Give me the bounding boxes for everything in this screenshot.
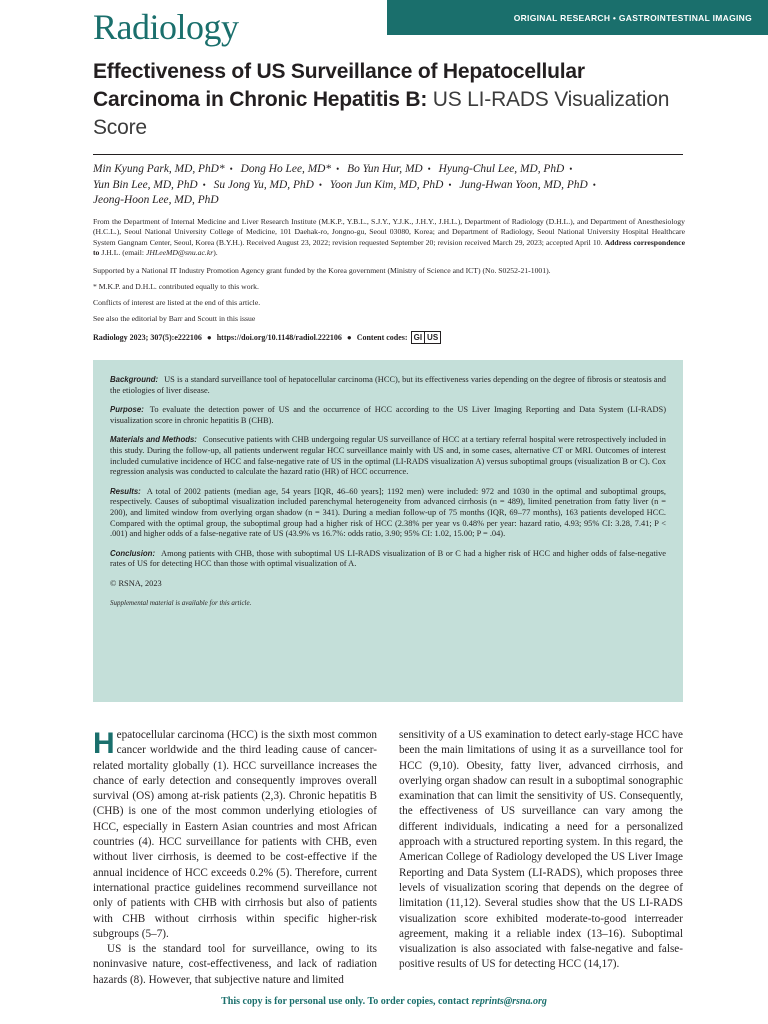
section-banner [387, 0, 768, 35]
conflicts-note: Conflicts of interest are listed at the end of this article. [93, 298, 261, 307]
author: Dong Ho Lee, MD* [240, 163, 332, 175]
page-footer: This copy is for personal use only. To order copies, contact reprints@rsna.org [221, 996, 547, 1007]
title-subtitle: US LI-RADS Visualization Score [93, 88, 670, 139]
body-column-left [93, 728, 377, 988]
equal-contribution-note: * M.K.P. and D.H.L. contributed equally to this work. [93, 282, 259, 291]
body-paragraph: Hepatocellular carcinoma (HCC) is the sixth most common cancer worldwide and the third leading cause of cancer-related mortality globally (1). HCC surveillance increases the chance of early detection and consequently improves overall survival (OS) among at-risk patients (2,3). Chronic hepatitis B (CHB) is one of the most common underlying etiologies of HCC, especially in Eastern Asian countries and most African countries (4). HCC surveillance for patients with CHB, even without liver cirrhosis, is deemed to be cost-effective if the annual incidence of HCC exceeds 0.2% (5). Therefore, current international practice guidelines recommend surveillance not only of patients with CHB with cirrhosis but also of patients with CHB without cirrhosis within specific higher-risk subgroups (5–7). [93, 727, 377, 940]
citation-ref: Radiology 2023; 307(5):e222106 [93, 333, 202, 342]
abstract-copyright: © RSNA, 2023 [110, 578, 162, 588]
citation-line: Radiology 2023; 307(5):e222106 ● https://doi.org/10.1148/radiol.222106 ● Content codes: GI US [93, 331, 685, 344]
author: Min Kyung Park, MD, PhD* [93, 163, 225, 175]
abstract-background: Background: US is a standard surveillance tool of hepatocellular carcinoma (HCC), but its effectiveness varies depending on the degree of fibrosis or steatosis and the etiologies of liver disease. [110, 375, 666, 395]
abstract-conclusion: Conclusion: Among patients with CHB, those with suboptimal US LI-RADS visualization of B or C had a higher risk of HCC and higher odds of false-negative rates of US for detecting HCC than those with optimal visualization of A. [110, 548, 666, 569]
supplemental-note: Supplemental material is available for this article. [110, 598, 252, 607]
author: Jung-Hwan Yoon, MD, PhD [459, 178, 588, 191]
correspondence-email[interactable]: JHLeeMD@snu.ac.kr [145, 247, 214, 257]
author: Bo Yun Hur, MD [347, 163, 423, 175]
author: Yoon Jun Kim, MD, PhD [329, 178, 444, 191]
reprints-email-link[interactable]: reprints@rsna.org [471, 996, 547, 1007]
author-list: Min Kyung Park, MD, PhD* • Dong Ho Lee, MD* • Bo Yun Hur, MD • Hyung-Chul Lee, MD, PhD • Yun Bin Lee, MD, PhD • Su Jong Yu, MD, PhD • Yoon Jun Kim, MD, PhD • Jung-Hwan Yoon, MD, PhD • Jeong-Hoon Lee, MD, PhD [93, 163, 596, 206]
correspondence-label: Address correspondence to [93, 237, 685, 257]
author: Yun Bin Lee, MD, PhD [93, 178, 198, 191]
body-paragraph: sensitivity of a US examination to detect early-stage HCC have been the main limitations of using it as a surveillance tool for HCC (9,10). Obesity, fatty liver, advanced cirrhosis, and overlying organ shadow can result in a suboptimal sonographic examination that can limit the sensitivity of US. Consequently, the effectiveness of US surveillance can vary among the different individuals, indicating a need for a personalized approach with a structured reporting system. In this regard, the American College of Radiology developed the US Liver Image Reporting and Data System (LI-RADS), which proposes three levels of visualization scoring that depends on the degree of limitation (11,12). Several studies show that the US LI-RADS visualization score exhibited moderate-to-good interreader agreement, making it a reliable index (13–16). Suboptimal visualization is also associated with false-negative and false-positive results of US for detecting HCC (14,17). [399, 729, 683, 971]
title-main: Effectiveness of US Surveillance of Hepatocellular Carcinoma in Chronic Hepatitis B: [93, 60, 585, 111]
section-label: ORIGINAL RESEARCH • GASTROINTESTINAL IMAGING [513, 12, 752, 23]
content-codes-label: Content codes: [356, 333, 408, 342]
abstract-box [93, 360, 683, 702]
body-paragraph: US is the standard tool for surveillance, owing to its noninvasive nature, cost-effectiveness, and lack of radiation hazards (8). However, that subjective nature and limited [93, 943, 377, 986]
editorial-note: See also the editorial by Barr and Scoutt in this issue [93, 314, 256, 323]
author: Su Jong Yu, MD, PhD [213, 178, 314, 191]
content-code-badge: GI [411, 331, 425, 344]
abstract-purpose: Purpose: To evaluate the detection power of US and the occurrence of HCC according to the US Liver Imaging Reporting and Data System (LI-RADS) visualization score in chronic hepatitis B (CHB). [110, 405, 666, 425]
journal-logo: Radiology [93, 7, 239, 47]
author: Jeong-Hoon Lee, MD, PhD [93, 194, 219, 206]
abstract-methods: Materials and Methods: Consecutive patients with CHB undergoing regular US surveillance of HCC at a tertiary referral hospital were retrospectively included in this study. During the follow-up, all patients underwent regular HCC surveillance mainly with US and, in some cases, alternative CT or MRI. Outcomes of interest included cumulative incidence of HCC and false-negative rate of US in the optimal (LI-RADS visualization A) versus suboptimal groups (visualization B or C). Cox regression analysis was conducted to calculate the hazard ratio (HR) of HCC occurrence. [110, 435, 666, 477]
affiliation: From the Department of Internal Medicine and Liver Research Institute (M.K.P., Y.B.L., S.J.Y., Y.J.K., J.H.Y., J.H.L.), Department of Radiology (D.H.L.), and Department of Anesthesiology (H.C.L.), Seoul National University College of Medicine, 101 Daehak-ro, Jongno-gu, Seoul 03080, Korea; and Department of Radiology, Seoul National University Hospital Healthcare System Gangnam Center, Seoul, Korea (B.Y.H.). Received August 23, 2022; revision requested September 20; revision received March 29, 2023; accepted April 10. Address correspondence to J.H.L. (email: JHLeeMD@snu.ac.kr). [93, 217, 685, 257]
author: Hyung-Chul Lee, MD, PhD [438, 163, 565, 175]
drop-cap: H [93, 727, 115, 760]
funding-note: Supported by a National IT Industry Promotion Agency grant funded by the Korea government (Ministry of Science and ICT) (No. S0252-21-1001). [93, 266, 551, 275]
title-divider [93, 154, 683, 155]
doi-link[interactable]: https://doi.org/10.1148/radiol.222106 [216, 333, 342, 342]
body-column-right [399, 728, 683, 973]
article-title [93, 58, 693, 142]
abstract-results: Results: A total of 2002 patients (median age, 54 years [IQR, 46–60 years]; 1192 men) were included: 972 and 1030 in the optimal and suboptimal groups, respectively. Causes of suboptimal visualization included parenchymal heterogeneity from advanced cirrhosis (n = 489), limited penetration from fatty liver (n = 200), and limited window from overlying organ shadow (n = 341). During a median follow-up of 75 months (IQR, 69–77 months), 163 patients developed HCC. Compared with the optimal group, the suboptimal group had a higher risk of HCC (2.38% per year vs 0.48% per year: hazard ratio, 4.93; 95% CI: 3.28, 7.41; P < .001) and higher odds of a false-negative rate of US (43.9% vs 16.7%: odds ratio, 3.90; 95% CI: 1.02, 15.00; P = .04). [110, 486, 666, 539]
content-code-badge: US [425, 331, 441, 344]
